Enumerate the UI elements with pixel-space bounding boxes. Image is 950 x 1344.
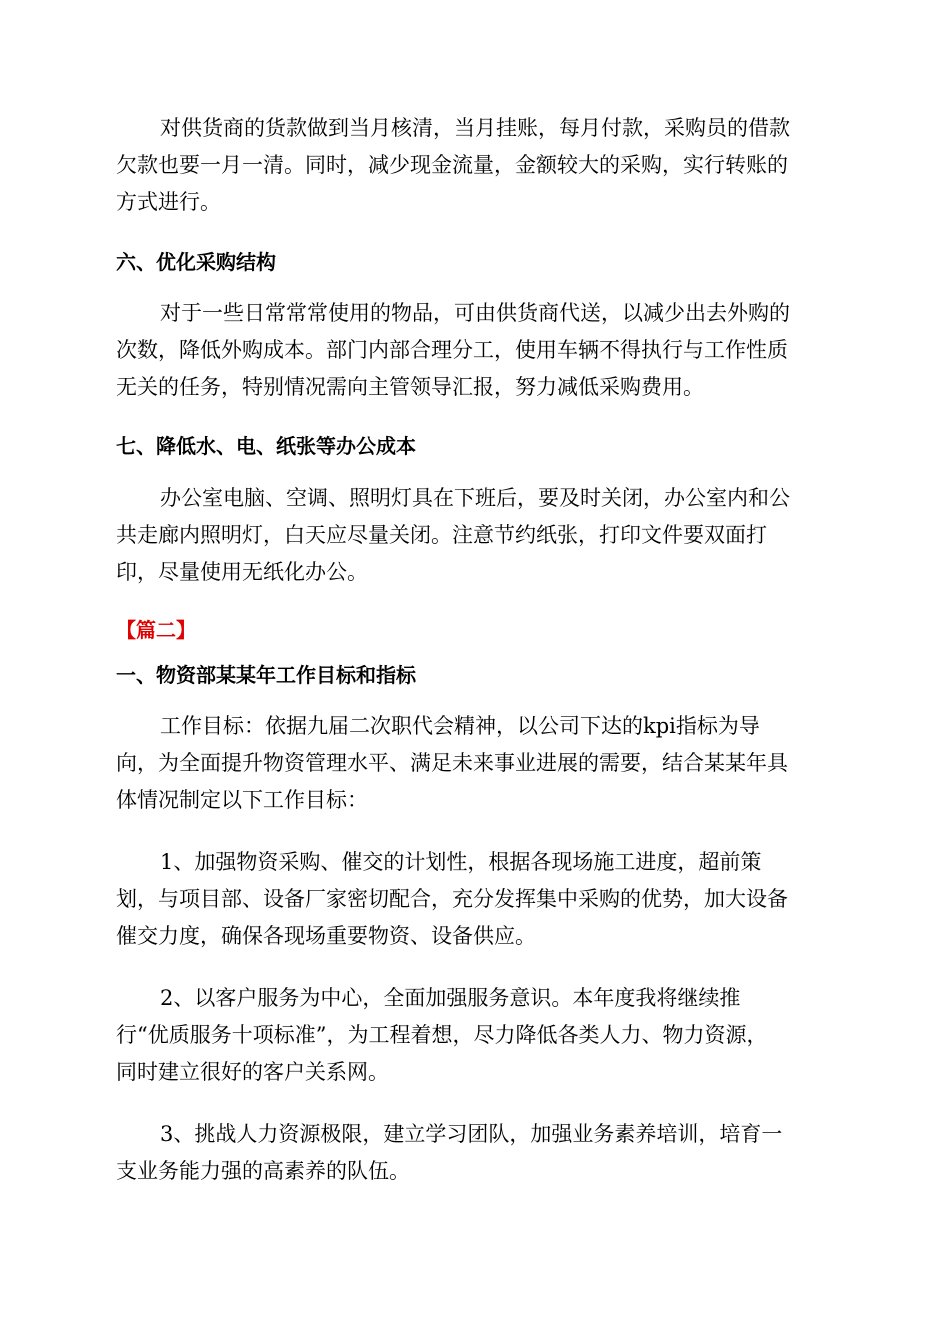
text-line: 欠款也要一月一清。同时，减少现金流量，金额较大的采购，实行转账的 <box>116 153 788 177</box>
heading-part-two <box>116 615 832 645</box>
paragraph-daily-items <box>116 295 832 406</box>
text-line: 方式进行。 <box>116 190 221 214</box>
text-line: 同时建立很好的客户关系网。 <box>116 1060 389 1084</box>
text-line: 划，与项目部、设备厂家密切配合，充分发挥集中采购的优势，加大设备 <box>116 887 788 911</box>
text-line: 共走廊内照明灯，白天应尽量关闭。注意节约纸张，打印文件要双面打 <box>116 523 767 547</box>
paragraph-item-2 <box>116 980 832 1091</box>
section-heading: 一、物资部某某年工作目标和指标 <box>116 663 416 687</box>
text-line: 体情况制定以下工作目标： <box>116 788 368 812</box>
text-line: 对于一些日常常常使用的物品，可由供货商代送，以减少出去外购的 <box>160 301 790 325</box>
text-line: 次数，降低外购成本。部门内部合理分工，使用车辆不得执行与工作性质 <box>116 338 788 362</box>
paragraph-work-goals <box>116 708 832 819</box>
text-line: 印，尽量使用无纸化办公。 <box>116 560 368 584</box>
text-line: 1、加强物资采购、催交的计划性，根据各现场施工进度，超前策 <box>160 850 762 874</box>
paragraph-office-energy <box>116 480 832 591</box>
heading-optimize-procurement <box>116 247 832 277</box>
heading-work-goals <box>116 660 832 690</box>
text-line: 办公室电脑、空调、照明灯具在下班后，要及时关闭，办公室内和公 <box>160 486 790 510</box>
text-line: 无关的任务，特别情况需向主管领导汇报，努力减低采购费用。 <box>116 375 704 399</box>
paragraph-item-1 <box>116 844 832 955</box>
heading-reduce-office-cost <box>116 431 832 461</box>
paragraph-supplier-payment <box>116 110 832 221</box>
text-line: 催交力度，确保各现场重要物资、设备供应。 <box>116 924 536 948</box>
part-heading: 【篇二】 <box>116 618 196 642</box>
section-heading: 六、优化采购结构 <box>116 250 276 274</box>
section-heading: 七、降低水、电、纸张等办公成本 <box>116 434 416 458</box>
text-line: 行“优质服务十项标准”，为工程着想，尽力降低各类人力、物力资源， <box>116 1023 768 1047</box>
text-line: 对供货商的货款做到当月核清，当月挂账，每月付款，采购员的借款 <box>160 116 790 140</box>
paragraph-item-3 <box>116 1116 832 1190</box>
text-line: 向，为全面提升物资管理水平、满足未来事业进展的需要，结合某某年具 <box>116 751 788 775</box>
text-line: 工作目标：依据九届二次职代会精神，以公司下达的kpi指标为导 <box>160 714 760 738</box>
text-line: 3、挑战人力资源极限，建立学习团队，加强业务素养培训，培育一 <box>160 1122 783 1146</box>
text-line: 2、以客户服务为中心，全面加强服务意识。本年度我将继续推 <box>160 986 741 1010</box>
text-line: 支业务能力强的高素养的队伍。 <box>116 1159 410 1183</box>
